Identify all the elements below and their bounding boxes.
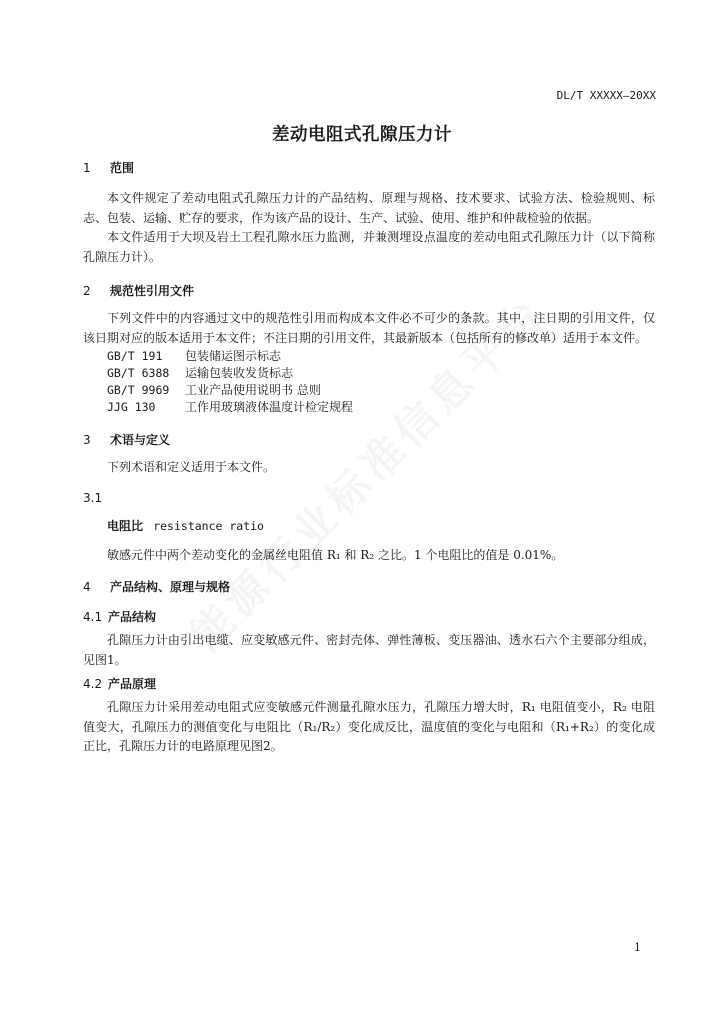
subsection-number: 4.1 xyxy=(83,610,103,624)
section-4-heading xyxy=(83,577,655,597)
section-number: 1 xyxy=(83,161,91,175)
terms-intro: 下列术语和定义适用于本文件。 xyxy=(107,460,276,474)
reference-item xyxy=(107,365,655,382)
reference-code: GB/T 9969 xyxy=(107,383,170,397)
subsection-4-2-heading xyxy=(83,674,655,694)
principle-paragraph: 孔隙压力计采用差动电阻式应变敏感元件测量孔隙水压力，孔隙压力增大时，R₁ 电阻值变小，R₂ 电阻值变大，孔隙压力的测值变化与电阻比（R₁/R₂）变化成反比，温度值的变化与电阻和（R₁+R₂）的变化成正比，孔隙压力计的电路原理见图2。 xyxy=(83,700,655,753)
term-definition: 敏感元件中两个差动变化的金属丝电阻值 R₁ 和 R₂ 之比。1 个电阻比的值是 0.01%。 xyxy=(107,547,564,562)
document-code: DL/T XXXXX—20XX xyxy=(556,89,656,102)
reference-item xyxy=(107,348,655,365)
reference-code: JJG 130 xyxy=(107,400,156,414)
section-2-heading xyxy=(83,281,655,301)
section-number: 4 xyxy=(83,580,91,594)
scope-paragraph: 本文件规定了差动电阻式孔隙压力计的产品结构、原理与规格、技术要求、试验方法、检验规则、标志、包装、运输、贮存的要求，作为该产品的设计、生产、试验、使用、维护和仲裁检验的依据。 xyxy=(83,191,655,225)
term-entry xyxy=(83,516,655,536)
reference-code: GB/T 6388 xyxy=(107,366,170,380)
structure-paragraph: 孔隙压力计由引出电缆、应变敏感元件、密封壳体、弹性薄板、变压器油、透水石六个主要部分组成，见图1。 xyxy=(83,633,655,667)
reference-code: GB/T 191 xyxy=(107,349,163,363)
reference-item xyxy=(107,382,655,399)
section-1-heading xyxy=(83,158,655,178)
subsection-number: 4.2 xyxy=(83,677,103,691)
section-title: 产品结构、原理与规格 xyxy=(110,580,231,594)
subsection-title: 产品结构 xyxy=(108,610,157,624)
term-number-text: 3.1 xyxy=(83,490,103,505)
reference-title: 运输包装收发货标志 xyxy=(185,366,294,380)
page-number: 1 xyxy=(634,941,641,954)
section-title: 术语与定义 xyxy=(110,433,171,447)
section-number: 3 xyxy=(83,433,91,447)
document-title: 差动电阻式孔隙压力计 xyxy=(272,125,452,145)
section-title: 规范性引用文件 xyxy=(110,284,195,298)
reference-title: 工业产品使用说明书 总则 xyxy=(185,383,321,397)
section-title: 范围 xyxy=(110,161,135,175)
subsection-title: 产品原理 xyxy=(108,677,157,691)
scope-paragraph: 本文件适用于大坝及岩土工程孔隙水压力监测，并兼测埋设点温度的差动电阻式孔隙压力计（以下简称孔隙压力计）。 xyxy=(83,230,655,264)
section-number: 2 xyxy=(83,284,91,298)
subsection-4-1-heading xyxy=(83,607,655,627)
reference-list xyxy=(83,348,655,416)
references-intro: 下列文件中的内容通过文中的规范性引用而构成本文件必不可少的条款。其中，注日期的引用文件，仅该日期对应的版本适用于本文件；不注日期的引用文件，其最新版本（包括所有的修改单）适用于本文件。 xyxy=(83,311,655,345)
reference-title: 包装储运图示标志 xyxy=(185,349,282,363)
reference-title: 工作用玻璃液体温度计检定规程 xyxy=(185,400,354,414)
term-english: resistance ratio xyxy=(153,518,264,533)
term-chinese: 电阻比 xyxy=(107,518,144,533)
